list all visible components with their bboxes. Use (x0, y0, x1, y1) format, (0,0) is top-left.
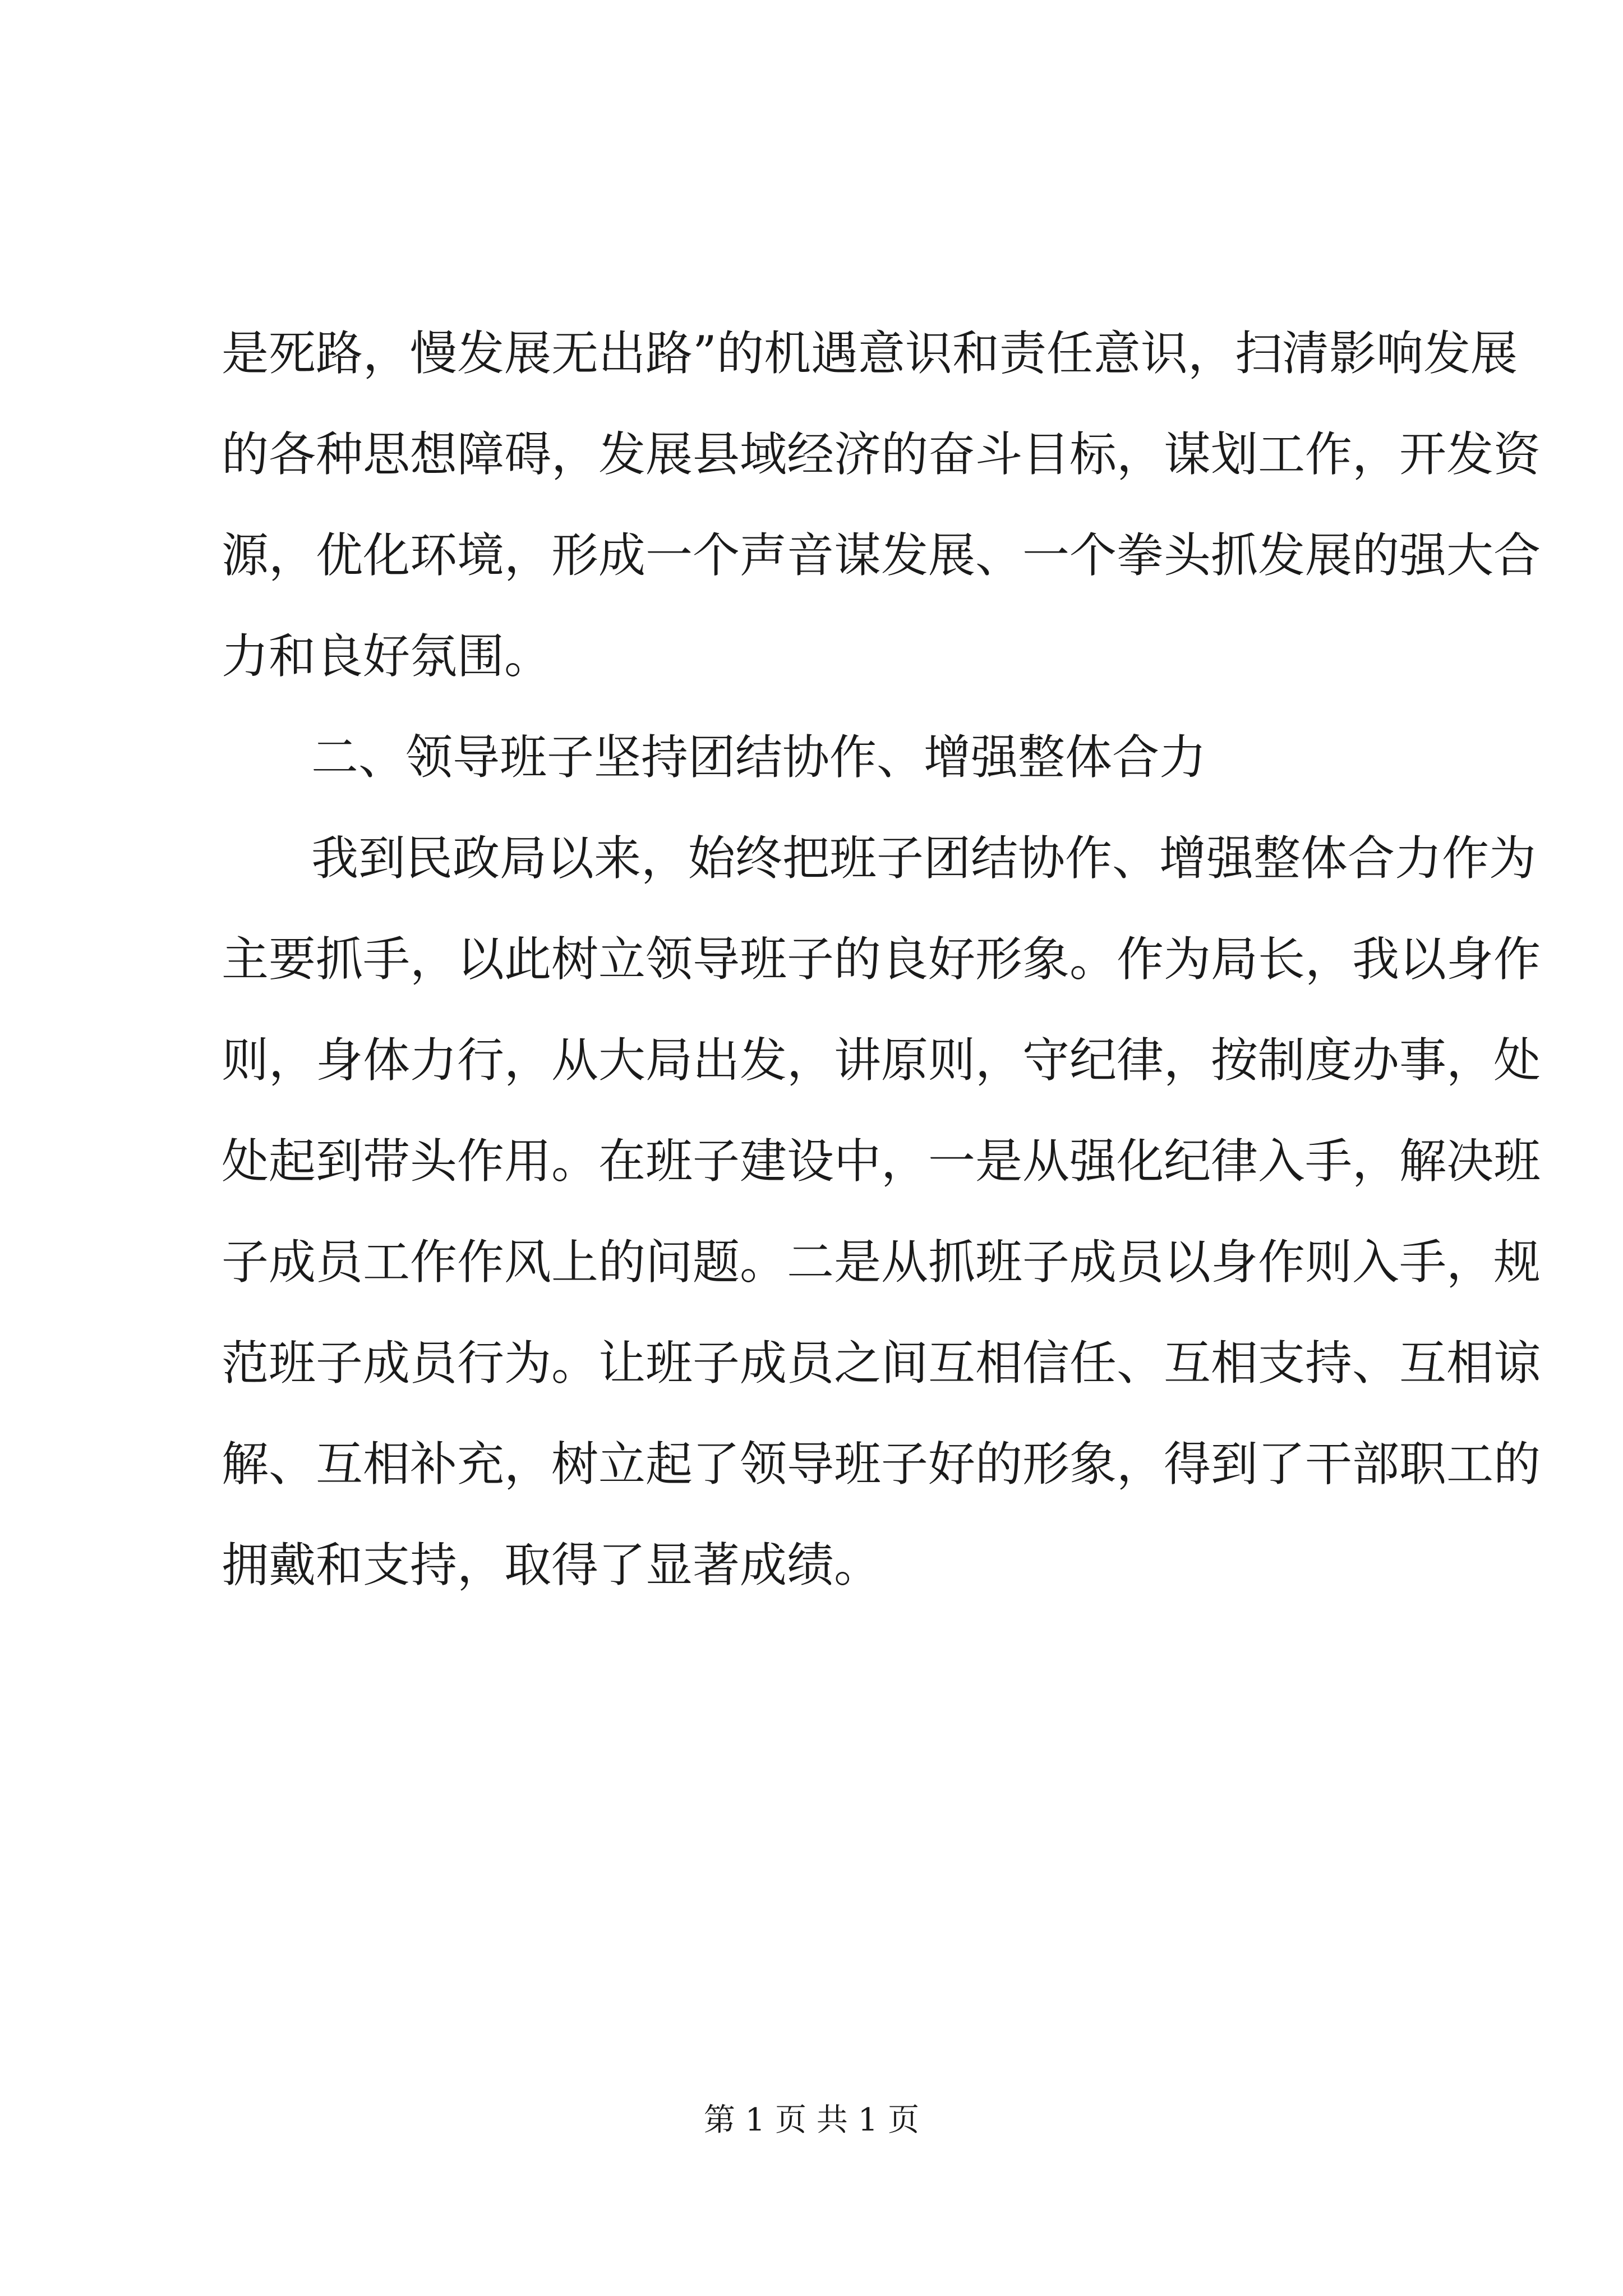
paragraph-line: 解、互相补充，树立起了领导班子好的形象，得到了干部职工的 (222, 1437, 1541, 1492)
paragraph-line: 是死路，慢发展无出路”的机遇意识和责任意识，扫清影响发展 (222, 326, 1518, 381)
paragraph-line: 主要抓手，以此树立领导班子的良好形象。作为局长，我以身作 (222, 932, 1541, 987)
document-body (222, 303, 1541, 1616)
paragraph-line: 拥戴和支持，取得了显著成绩。 (222, 1538, 882, 1593)
paragraph-line: 的各种思想障碍，发展县域经济的奋斗目标，谋划工作，开发资 (222, 427, 1541, 482)
paragraph-line: 力和良好氛围。 (222, 629, 552, 684)
paragraph-line: 处起到带头作用。在班子建设中，一是从强化纪律入手，解决班 (222, 1134, 1541, 1189)
paragraph-line: 则，身体力行，从大局出发，讲原则，守纪律，按制度办事，处 (222, 1033, 1541, 1088)
paragraph-line: 范班子成员行为。让班子成员之间互相信任、互相支持、互相谅 (222, 1336, 1541, 1391)
paragraph-line: 源，优化环境，形成一个声音谋发展、一个拳头抓发展的强大合 (222, 528, 1541, 583)
paragraph-line: 我到民政局以来，始终把班子团结协作、增强整体合力作为 (311, 831, 1537, 886)
section-heading: 二、领导班子坚持团结协作、增强整体合力 (311, 730, 1207, 785)
page-footer: 第 1 页 共 1 页 (703, 2102, 920, 2138)
paragraph-line: 子成员工作作风上的问题。二是从抓班子成员以身作则入手，规 (222, 1235, 1541, 1290)
